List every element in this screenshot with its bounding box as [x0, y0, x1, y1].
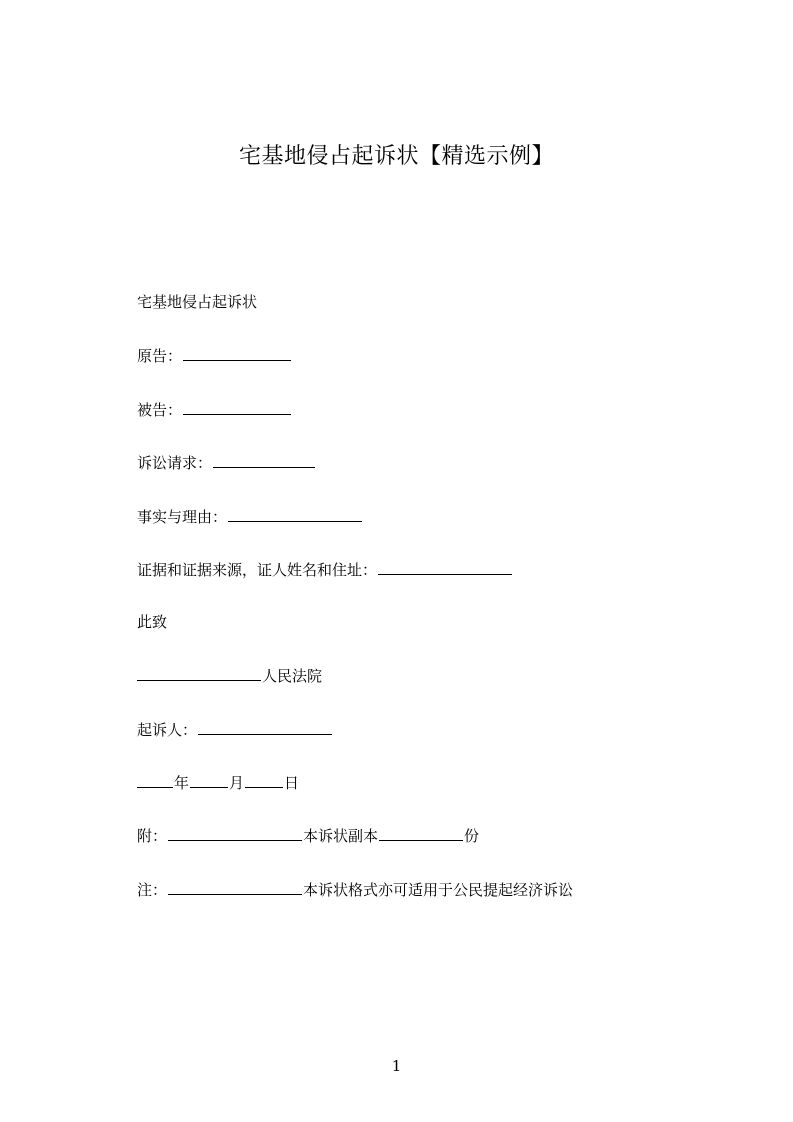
plaintiff-line: [137, 345, 292, 366]
day-label: 日: [284, 774, 300, 792]
copies-blank: [379, 825, 463, 841]
facts-label: 事实与理由：: [137, 508, 228, 526]
complainant-line: [137, 719, 333, 740]
note-blank: [168, 879, 302, 895]
claims-line: [137, 452, 316, 473]
facts-blank: [228, 506, 362, 522]
court-suffix: 人民法院: [262, 667, 323, 685]
defendant-line: [137, 399, 292, 420]
complaint-heading: 宅基地侵占起诉状: [137, 293, 258, 311]
attachment-label: 附：: [137, 827, 168, 845]
note-text: 本诉状格式亦可适用于公民提起经济诉讼: [303, 881, 574, 899]
salutation: 此致: [137, 613, 168, 631]
year-blank: [137, 772, 173, 788]
defendant-label: 被告：: [137, 401, 183, 419]
day-blank: [245, 772, 283, 788]
court-blank: [137, 665, 261, 681]
month-blank: [190, 772, 228, 788]
facts-line: [137, 506, 363, 527]
evidence-line: [137, 559, 513, 580]
evidence-label: 证据和证据来源，证人姓名和住址：: [137, 561, 378, 579]
plaintiff-blank: [183, 345, 291, 361]
month-label: 月: [229, 774, 245, 792]
evidence-blank: [378, 559, 512, 575]
defendant-blank: [183, 399, 291, 415]
plaintiff-label: 原告：: [137, 347, 183, 365]
attachment-blank: [168, 825, 302, 841]
attachment-line: [137, 825, 479, 846]
note-line: [137, 879, 573, 900]
complainant-label: 起诉人：: [137, 721, 198, 739]
court-line: [137, 665, 322, 686]
attachment-text: 本诉状副本: [303, 827, 379, 845]
claims-blank: [213, 452, 315, 468]
year-label: 年: [174, 774, 190, 792]
document-title: 宅基地侵占起诉状【精选示例】: [238, 144, 554, 169]
note-label: 注：: [137, 881, 168, 899]
complainant-blank: [198, 719, 332, 735]
attachment-unit: 份: [464, 827, 480, 845]
date-line: [137, 772, 299, 793]
page-number: 1: [391, 1057, 402, 1075]
claims-label: 诉讼请求：: [137, 454, 213, 472]
